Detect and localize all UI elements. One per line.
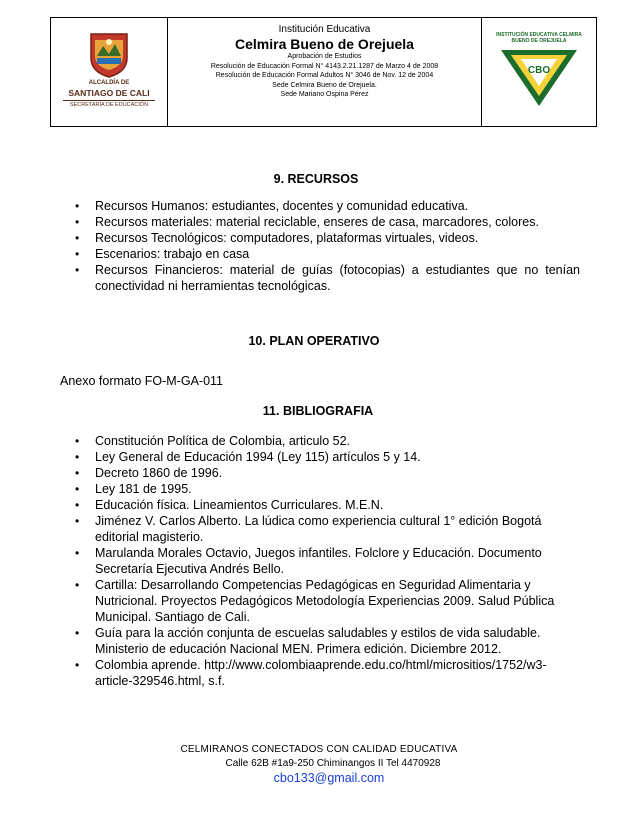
list-item: • Ley General de Educación 1994 (Ley 115) artículos 5 y 14. [72,449,572,465]
list-item: • Educación física. Lineamientos Curriculares. M.E.N. [72,497,572,513]
list-item: • Cartilla: Desarrollando Competencias Pedagógicas en Seguridad Alimentaria y Nutricional. Proyectos Pedagógicos Metodología Experiencias 2009. Salud Pública Municipal. Santiago de Cali. [72,577,572,625]
cali-shield-icon [89,32,129,78]
cbo-logo [493,28,585,116]
list-item: • Recursos Financieros: material de guías (fotocopias) a estudiantes que no tenían conectividad ni herramientas tecnológicas. [72,262,580,294]
footer-email-link[interactable]: cbo133@gmail.com [273,771,385,785]
list-item: • Decreto 1860 de 1996. [72,465,572,481]
header-title-cell [168,18,482,126]
footer-slogan: CELMIRANOS CONECTADOS CON CALIDAD EDUCATIVA [180,744,458,755]
list-item: • Constitución Política de Colombia, articulo 52. [72,433,572,449]
sede-1: Sede Celmira Bueno de Orejuela. [272,81,377,89]
document-footer [0,743,638,785]
sede-2: Sede Mariano Ospina Pérez [280,91,369,98]
list-item: • Ley 181 de 1995. [72,481,572,497]
list-item: • Recursos Humanos: estudiantes, docentes y comunidad educativa. [72,198,580,214]
bibliografia-list [72,433,572,689]
section-title-plan-operativo: 10. PLAN OPERATIVO [248,334,380,348]
list-item: • Colombia aprende. http://www.colombiaaprende.edu.co/html/micrositios/1752/w3-article-329546.html, s.f. [72,657,572,689]
footer-address: Calle 62B #1a9-250 Chiminangos II Tel 4470928 [225,758,441,769]
school-name: Celmira Bueno de Orejuela [235,36,414,52]
approval-title: Aprobación de Estudios [287,53,362,60]
cali-logo-line1: ALCALDÍA DE [88,80,130,86]
resolution-2: Resolución de Educación Formal Adultos N° 3046 de Nov. 12 de 2004 [215,72,434,79]
cbo-shield-icon [499,46,579,108]
alcaldia-cali-logo [63,28,155,116]
cali-logo-line3: SECRETARÍA DE EDUCACIÓN [63,100,155,108]
list-item: • Marulanda Morales Octavio, Juegos infantiles. Folclore y Educación. Documento Secretaría Ejecutiva Andrés Bello. [72,545,572,577]
list-item: • Escenarios: trabajo en casa [72,246,580,262]
cali-logo-line2: SANTIAGO DE CALI [68,88,150,98]
resolution-1: Resolución de Educación Formal N° 4143.2.21.1287 de Marzo 4 de 2008 [210,62,439,70]
cbo-logo-text: INSTITUCIÓN EDUCATIVA CELMIRA BUENO DE OREJUELA [496,32,582,44]
recursos-list [72,198,580,294]
document-header [50,17,597,127]
section-title-bibliografia: 11. BIBLIOGRAFIA [262,404,374,418]
institution-label: Institución Educativa [278,24,371,35]
list-item: • Jiménez V. Carlos Alberto. La lúdica como experiencia cultural 1° edición Bogotá editorial magisterio. [72,513,572,545]
cbo-abbr: CBO [527,65,551,76]
anexo-formato: Anexo formato FO-M-GA-011 [60,374,224,388]
list-item: • Guía para la acción conjunta de escuelas saludables y estilos de vida saludable. Ministerio de educación Nacional MEN. Primera edición. Diciembre 2012. [72,625,572,657]
list-item: • Recursos materiales: material reciclable, enseres de casa, marcadores, colores. [72,214,580,230]
header-right-cell [482,18,596,126]
header-left-cell [51,18,168,126]
list-item: • Recursos Tecnológicos: computadores, plataformas virtuales, videos. [72,230,580,246]
section-title-recursos: 9. RECURSOS [273,172,359,186]
